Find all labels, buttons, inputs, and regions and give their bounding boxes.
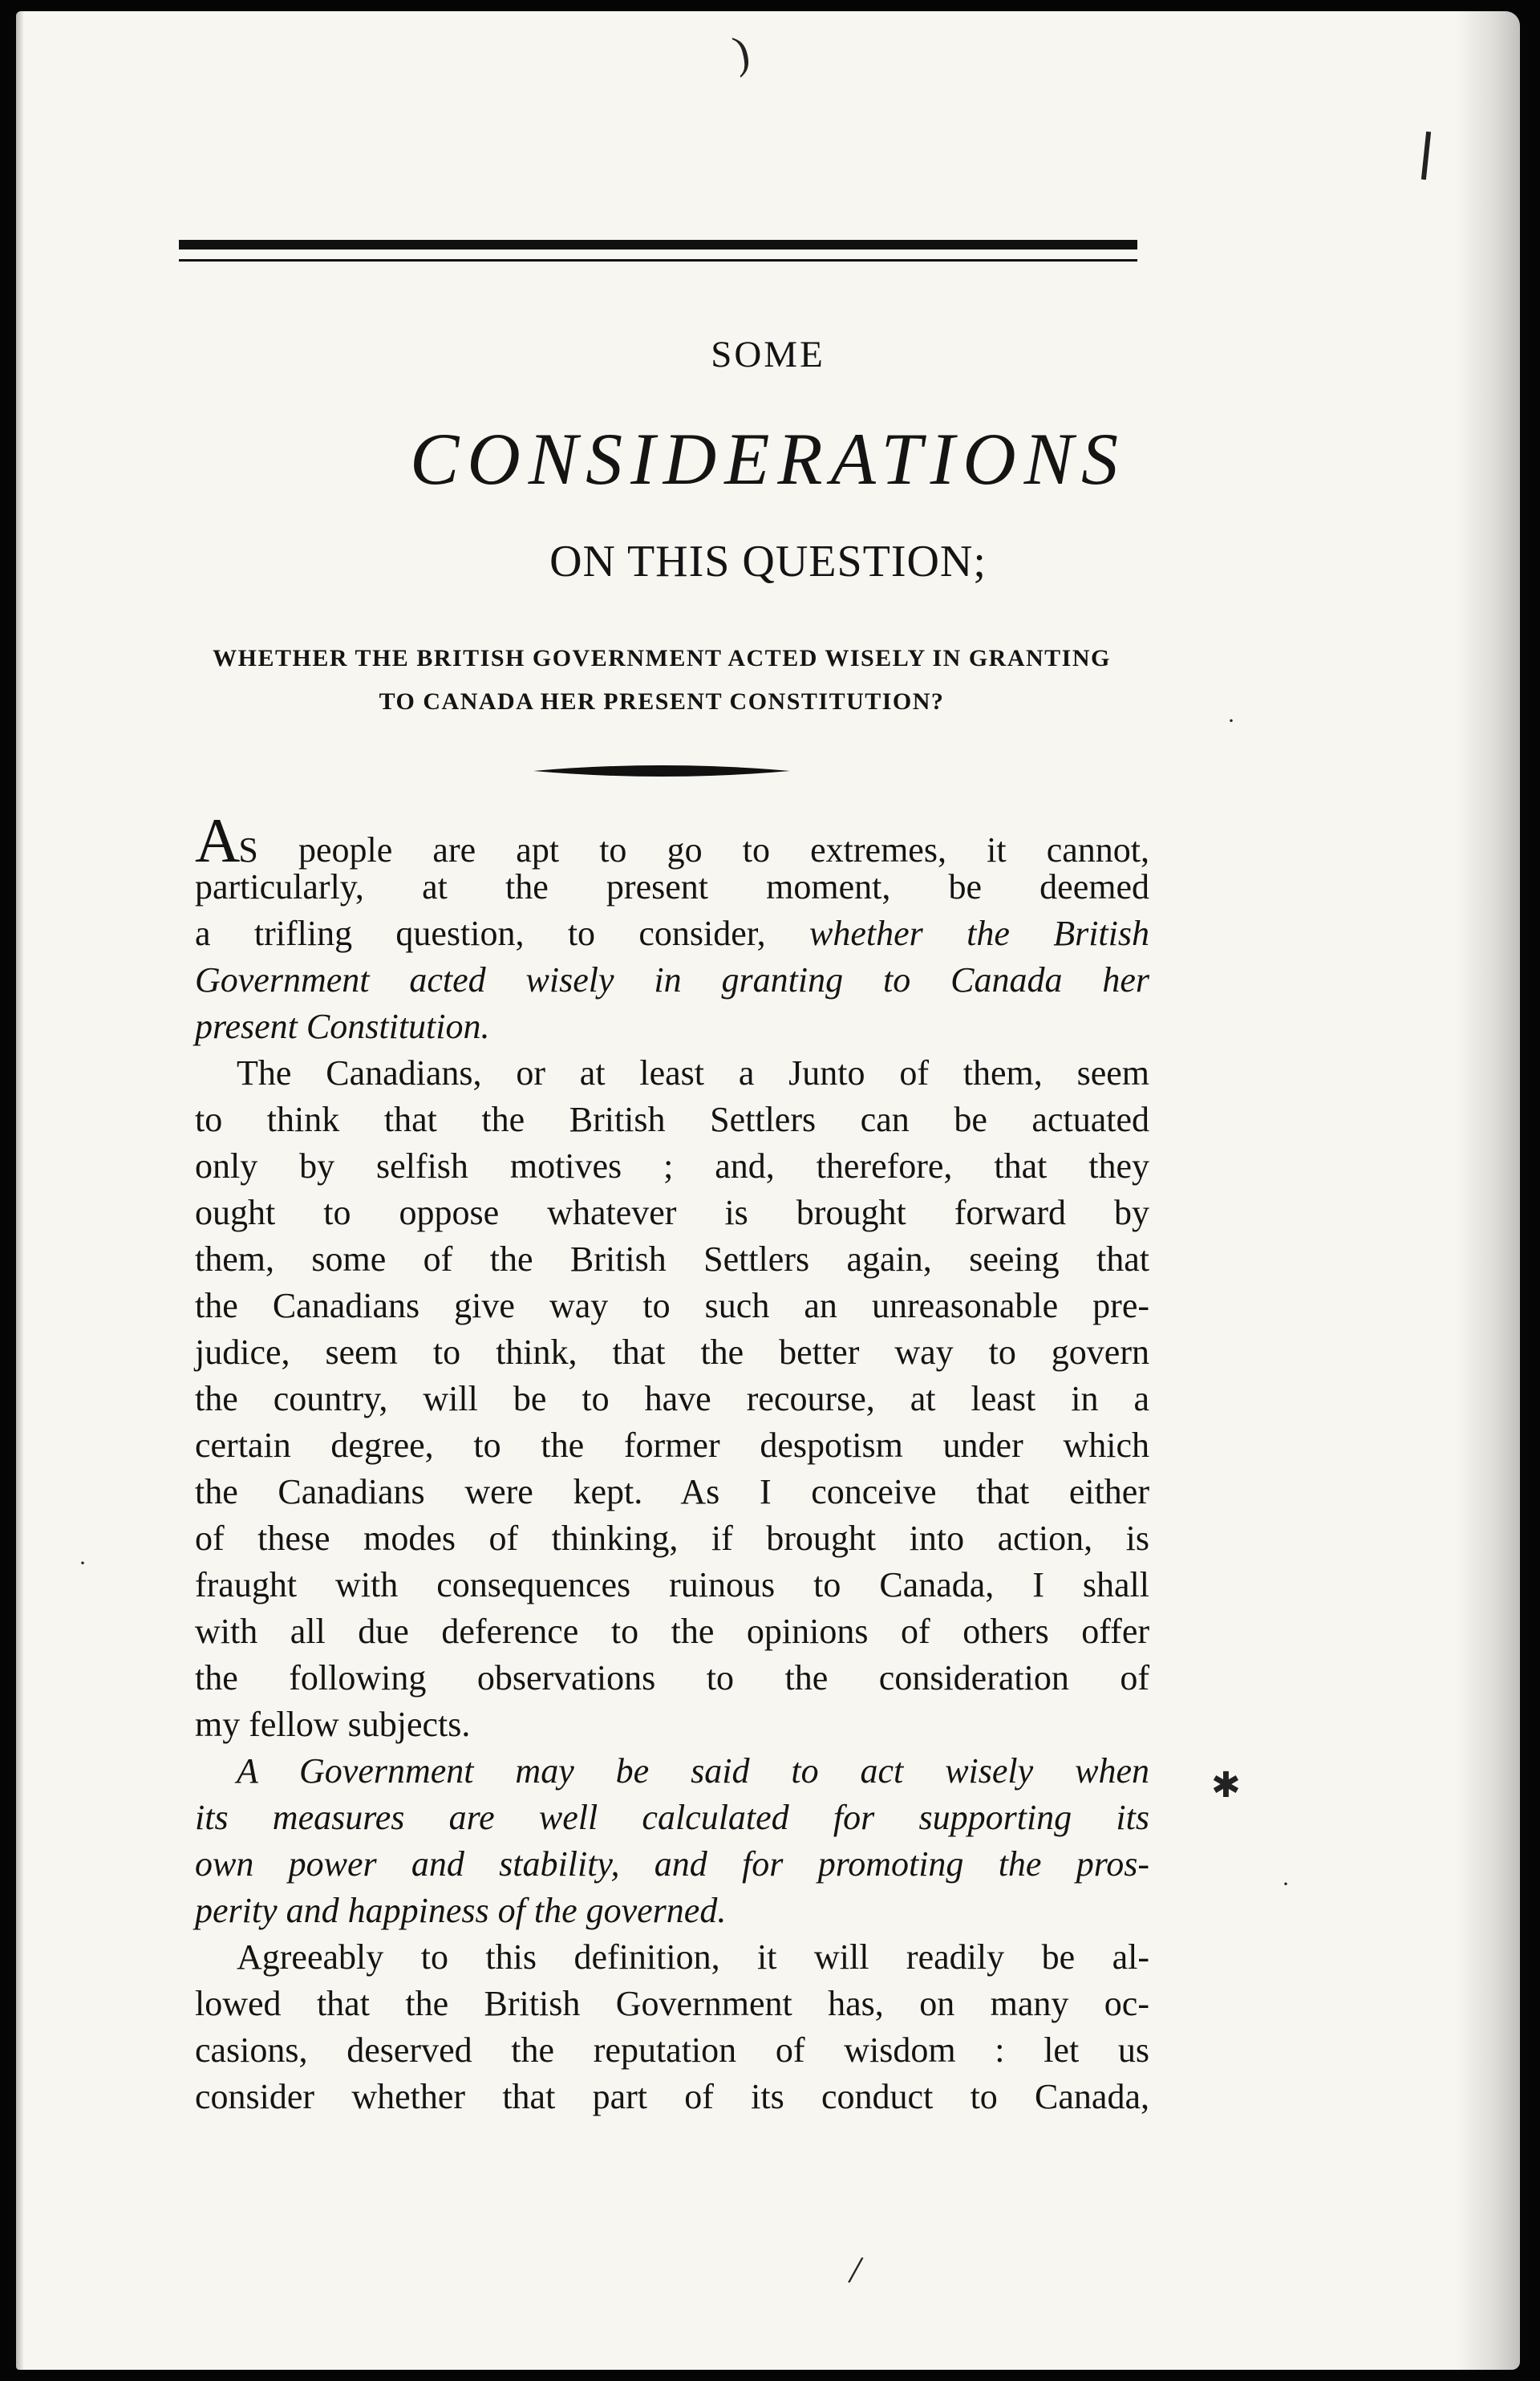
drop-cap: A <box>195 805 239 875</box>
text-line: the Canadians give way to such an unreasonable pre- <box>195 1286 1149 1325</box>
ink-speck: · <box>1227 708 1235 734</box>
text-line: perity and happiness of the governed. <box>195 1891 727 1930</box>
title-considerations: CONSIDERATIONS <box>409 418 1127 500</box>
text-line: judice, seem to think, that the better way to govern <box>195 1332 1149 1372</box>
text-line: certain degree, to the former despotism under which <box>195 1426 1149 1465</box>
text-line: AS people are apt to go to extremes, it cannot, <box>195 805 1149 875</box>
text-line: A Government may be said to act wisely when <box>237 1751 1149 1791</box>
text-line: the country, will be to have recourse, at least in a <box>195 1379 1149 1418</box>
subtitle <box>176 637 1147 724</box>
text-line: a trifling question, to consider, whether the British <box>195 914 1150 953</box>
text-line: own power and stability, and for promoting the pros- <box>195 1844 1149 1884</box>
text-line: particularly, at the present moment, be deemed <box>195 867 1149 907</box>
ornamental-rule <box>533 761 790 781</box>
page-top-mark: ) <box>728 26 754 79</box>
text-line: fraught with consequences ruinous to Canada, I shall <box>195 1565 1149 1604</box>
text-line: the following observations to the consideration of <box>195 1658 1149 1698</box>
body-text <box>195 805 1150 2120</box>
text-line: only by selfish motives ; and, therefore, that they <box>195 1146 1149 1186</box>
ink-speck: · <box>79 1550 87 1576</box>
header-rule-thin <box>179 259 1137 262</box>
text-line: Agreeably to this definition, it will readily be al- <box>237 1937 1149 1977</box>
text-line: casions, deserved the reputation of wisdom : let us <box>195 2030 1149 2070</box>
header-rule-thick <box>179 240 1137 249</box>
title-on-this-question: ON THIS QUESTION; <box>549 537 987 586</box>
text-line: the Canadians were kept. As I conceive that either <box>195 1472 1149 1511</box>
subtitle-line-1: WHETHER THE BRITISH GOVERNMENT ACTED WISELY IN GRANTING <box>213 645 1111 671</box>
text-line: lowed that the British Government has, on many oc- <box>195 1984 1149 2023</box>
ink-speck: / <box>846 2246 865 2293</box>
title-some: SOME <box>711 334 825 375</box>
text-line: ought to oppose whatever is brought forward by <box>195 1193 1149 1232</box>
text-line: consider whether that part of its conduct to Canada, <box>195 2077 1149 2116</box>
text-line: present Constitution. <box>195 1007 490 1046</box>
text-line: The Canadians, or at least a Junto of them, seem <box>237 1053 1149 1093</box>
ink-speck: · <box>1282 1871 1290 1897</box>
scanned-page <box>16 11 1520 2370</box>
margin-ink-mark <box>1421 132 1431 180</box>
text-line: its measures are well calculated for supporting its <box>195 1798 1149 1837</box>
text-line: of these modes of thinking, if brought into action, is <box>195 1519 1149 1558</box>
text-line: Government acted wisely in granting to Canada her <box>195 960 1149 1000</box>
text-line: my fellow subjects. <box>195 1705 471 1744</box>
ink-speck: ✱ <box>1211 1766 1241 1805</box>
text-line: to think that the British Settlers can be actuated <box>195 1100 1149 1139</box>
text-line: with all due deference to the opinions of others offer <box>195 1612 1149 1651</box>
subtitle-line-2: TO CANADA HER PRESENT CONSTITUTION? <box>379 688 945 715</box>
text-line: them, some of the British Settlers again, seeing that <box>195 1239 1149 1279</box>
